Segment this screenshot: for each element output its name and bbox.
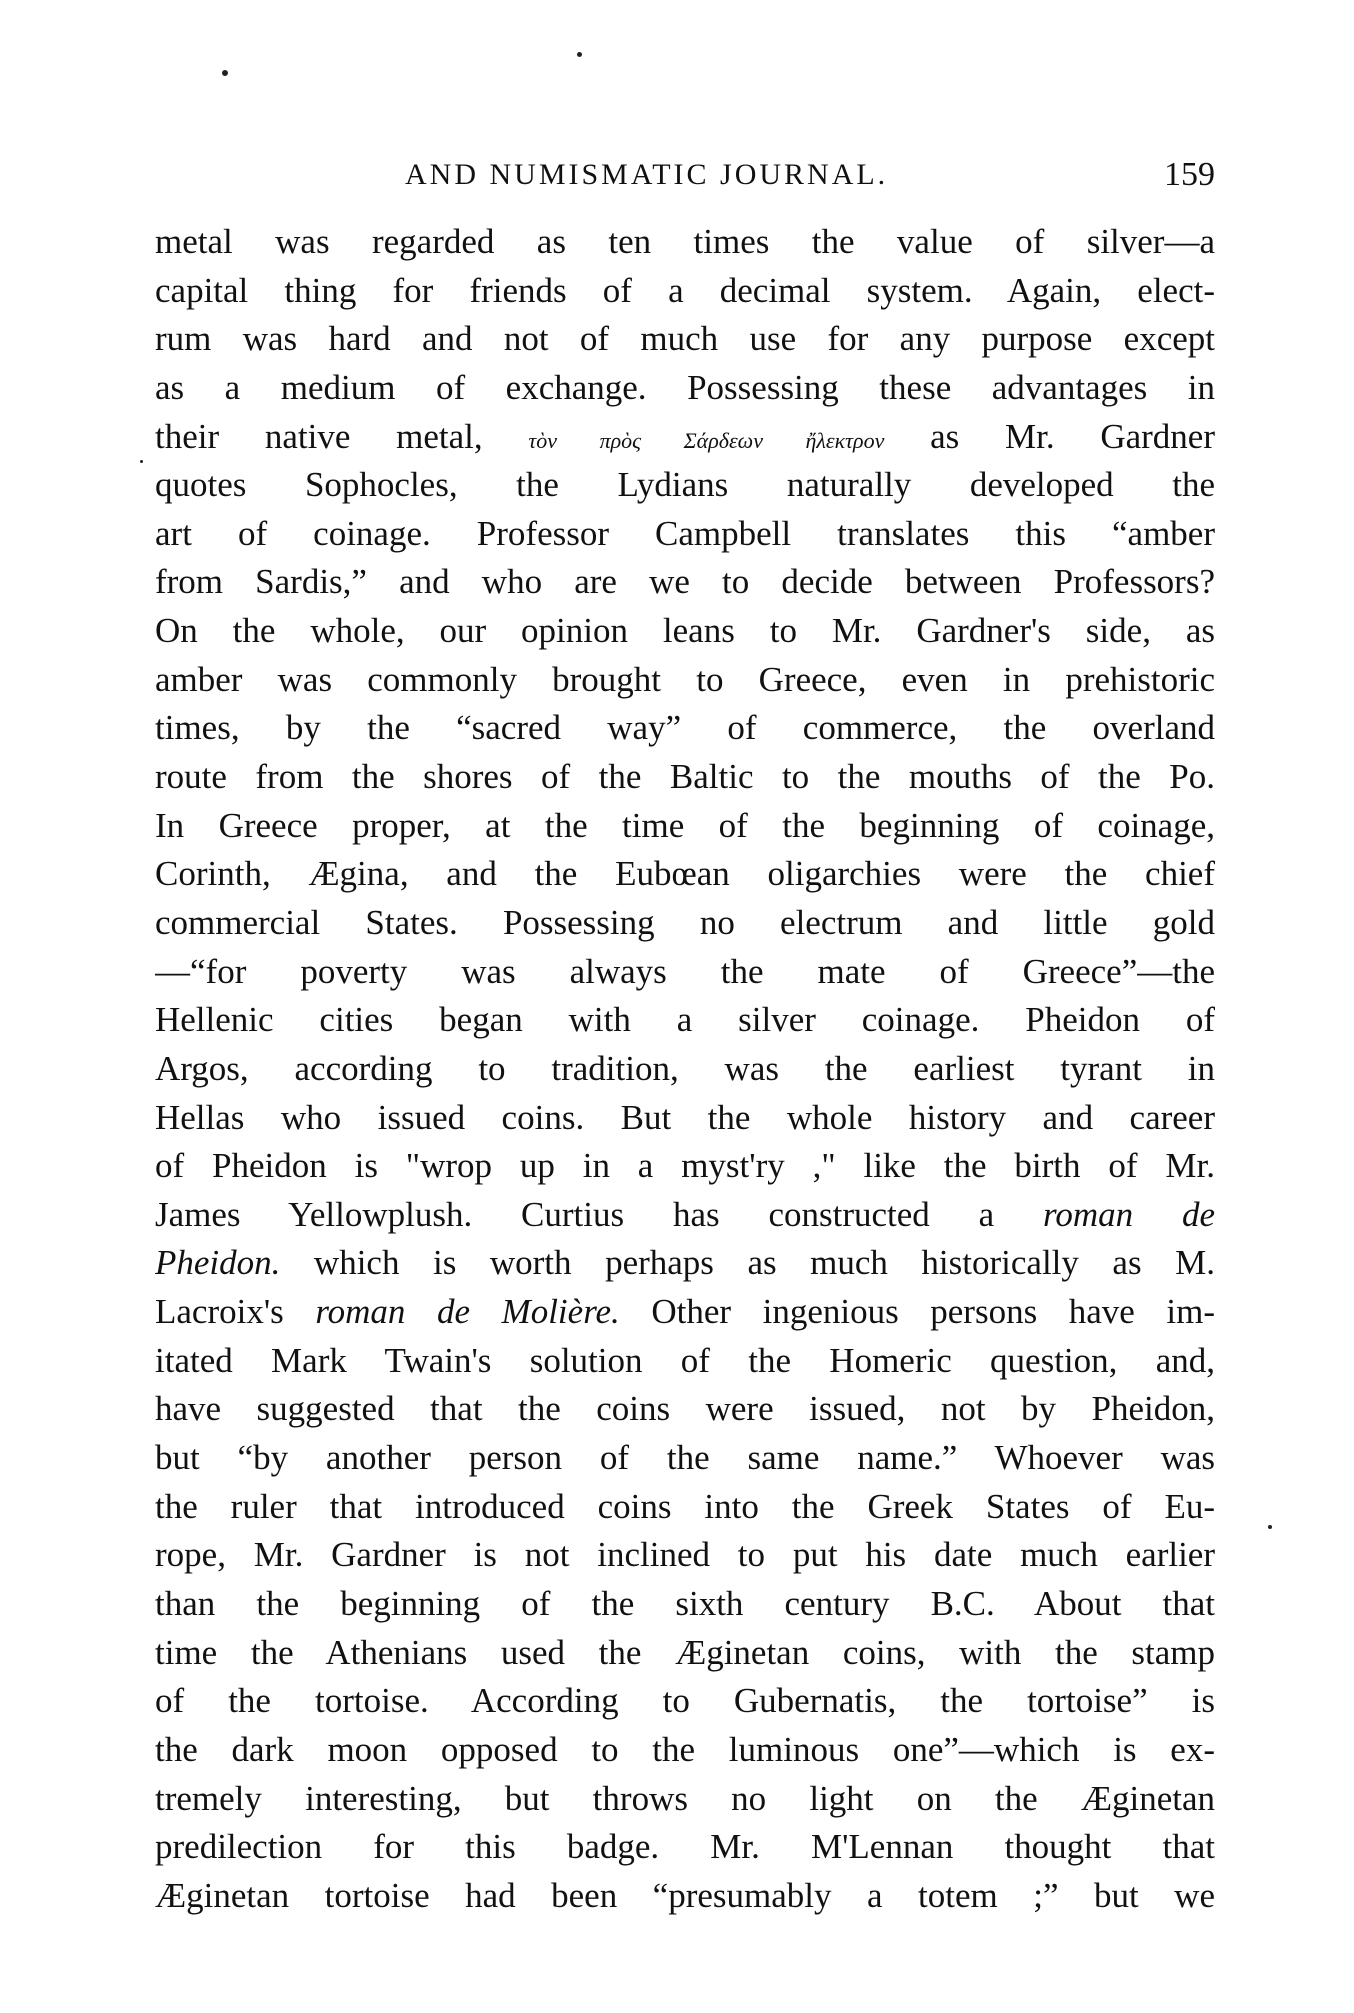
text-line (155, 1385, 1215, 1434)
text-line (155, 1726, 1215, 1775)
text-segment: tremely interesting, but throws no light on the Æginetan (155, 1778, 1215, 1818)
body-text (155, 218, 1215, 1920)
text-segment: On the whole, our opinion leans to Mr. Gardner's side, as (155, 611, 1215, 651)
print-speck (1268, 1525, 1272, 1529)
text-line (155, 1288, 1215, 1337)
text-segment: time the Athenians used the Æginetan coins, with the stamp (155, 1632, 1215, 1672)
text-segment: metal was regarded as ten times the value of silver—a (155, 222, 1215, 261)
text-segment: the ruler that introduced coins into the Greek States of Eu- (155, 1486, 1215, 1526)
text-segment: rope, Mr. Gardner is not inclined to put his date much earlier (155, 1535, 1215, 1575)
text-segment: Corinth, Ægina, and the Eubœan oligarchies were the chief (155, 854, 1215, 894)
text-segment: amber was commonly brought to Greece, even in prehistoric (155, 659, 1215, 699)
text-segment: Argos, according to tradition, was the earliest tyrant in (155, 1048, 1215, 1088)
text-line (155, 1629, 1215, 1678)
text-line (155, 1483, 1215, 1532)
text-segment: their native metal, (155, 416, 529, 456)
text-line (155, 704, 1215, 753)
text-line (155, 1337, 1215, 1386)
text-line (155, 510, 1215, 559)
text-line (155, 267, 1215, 316)
text-line (155, 802, 1215, 851)
text-line (155, 753, 1215, 802)
text-line (155, 1045, 1215, 1094)
text-line (155, 1094, 1215, 1143)
text-line (155, 1872, 1215, 1921)
text-line (155, 850, 1215, 899)
text-segment: quotes Sophocles, the Lydians naturally developed the (155, 465, 1215, 505)
text-segment: capital thing for friends of a decimal system. Again, elect- (155, 270, 1215, 310)
running-head: AND NUMISMATIC JOURNAL. (405, 158, 889, 191)
text-segment: of Pheidon is "wrop up in a myst'ry ," like the birth of Mr. (155, 1146, 1215, 1186)
text-segment: Hellenic cities began with a silver coinage. Pheidon of (155, 1000, 1215, 1040)
page-number: 159 (1164, 156, 1215, 193)
text-segment: but “by another person of the same name.” Whoever was (155, 1438, 1215, 1478)
print-speck (222, 70, 228, 76)
text-line (155, 1191, 1215, 1240)
text-line (155, 607, 1215, 656)
italic-text: roman de (1043, 1194, 1215, 1234)
text-segment: itated Mark Twain's solution of the Homeric question, and, (155, 1340, 1215, 1380)
text-line (155, 1580, 1215, 1629)
text-line (155, 948, 1215, 997)
text-segment: Other ingenious persons have im- (619, 1292, 1215, 1332)
text-line (155, 364, 1215, 413)
text-line (155, 1775, 1215, 1824)
text-segment: art of coinage. Professor Campbell translates this “amber (155, 513, 1215, 553)
print-speck (140, 460, 143, 463)
text-line (155, 218, 1215, 267)
text-line (155, 461, 1215, 510)
text-segment: the dark moon opposed to the luminous one”—which is ex- (155, 1729, 1215, 1769)
text-line (155, 996, 1215, 1045)
text-segment: James Yellowplush. Curtius has constructed a (155, 1194, 1044, 1234)
text-line (155, 1531, 1215, 1580)
text-segment: route from the shores of the Baltic to the mouths of the Po. (155, 757, 1215, 797)
page-header (155, 150, 1215, 200)
text-segment: as Mr. Gardner (884, 416, 1215, 456)
text-segment: times, by the “sacred way” of commerce, the overland (155, 708, 1215, 748)
text-segment: of the tortoise. According to Gubernatis, the tortoise” is (155, 1681, 1215, 1721)
print-speck (577, 52, 582, 57)
text-segment: have suggested that the coins were issued, not by Pheidon, (155, 1389, 1215, 1429)
text-line (155, 1239, 1215, 1288)
text-segment: In Greece proper, at the time of the beginning of coinage, (155, 805, 1215, 845)
text-segment: Æginetan tortoise had been “presumably a totem ;” but we (155, 1875, 1215, 1915)
text-line (155, 899, 1215, 948)
text-line (155, 1434, 1215, 1483)
text-segment: predilection for this badge. Mr. M'Lennan thought that (155, 1827, 1215, 1867)
text-segment: from Sardis,” and who are we to decide between Professors? (155, 562, 1215, 602)
text-line (155, 315, 1215, 364)
italic-text: roman de Molière. (315, 1292, 620, 1332)
text-line (155, 1142, 1215, 1191)
text-segment: Hellas who issued coins. But the whole history and career (155, 1097, 1215, 1137)
text-segment: —“for poverty was always the mate of Greece”—the (155, 951, 1215, 991)
text-line (155, 558, 1215, 607)
text-segment: which is worth perhaps as much historically as M. (280, 1243, 1215, 1283)
text-segment: than the beginning of the sixth century B.C. About that (155, 1583, 1215, 1623)
italic-text: Pheidon. (155, 1243, 281, 1283)
text-line (155, 1677, 1215, 1726)
text-segment: Lacroix's (155, 1292, 316, 1332)
text-line (155, 656, 1215, 705)
text-segment: as a medium of exchange. Possessing these advantages in (155, 367, 1215, 407)
greek-quotation: τὸν πρὸς Σάρδεων ἤλεκτρον (528, 427, 885, 453)
text-segment: rum was hard and not of much use for any purpose except (155, 319, 1215, 359)
text-line (155, 1823, 1215, 1872)
text-line (155, 413, 1215, 462)
text-segment: commercial States. Possessing no electrum and little gold (155, 902, 1215, 942)
